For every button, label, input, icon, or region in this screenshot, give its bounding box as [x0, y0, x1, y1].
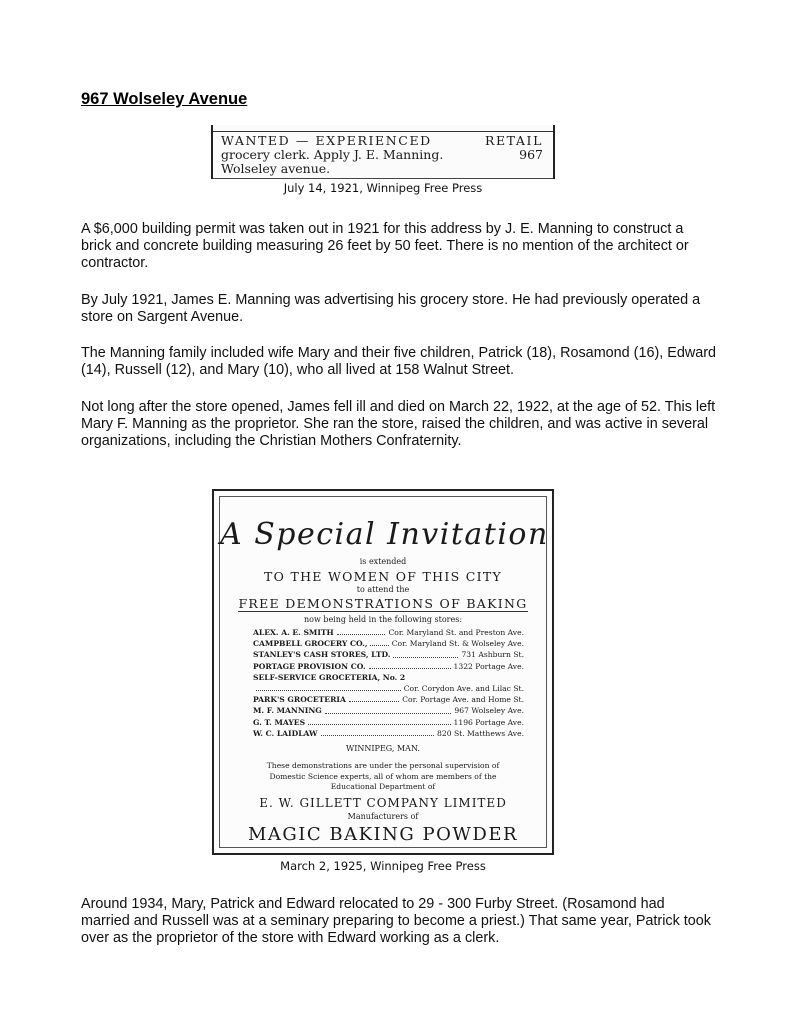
- store-address: Cor. Maryland St. & Wolseley Ave.: [391, 639, 524, 649]
- paragraph-family: The Manning family included wife Mary and their five children, Patrick (18), Rosamond (16), Edward (14), Russell (12), and Mary (10), who all lived at 158 Walnut Street.: [81, 345, 717, 379]
- store-name: STANLEY'S CASH STORES, LTD.: [253, 650, 391, 660]
- invitation-women: TO THE WOMEN OF THIS CITY: [263, 569, 503, 584]
- store-address: 1322 Portage Ave.: [453, 661, 524, 671]
- store-address: 1196 Portage Ave.: [453, 717, 524, 727]
- store-address: 731 Ashburn St.: [461, 650, 524, 660]
- invitation-company: E. W. GILLETT COMPANY LIMITED: [259, 796, 507, 810]
- dot-leader: [369, 661, 451, 669]
- store-row: [253, 683, 524, 694]
- store-address: Cor. Maryland St. and Preston Ave.: [388, 628, 524, 637]
- clipping-line-1-right: RETAIL: [484, 133, 543, 148]
- invitation-attend: to attend the: [356, 585, 410, 594]
- clipping-line-2-left: grocery clerk. Apply J. E. Manning.: [221, 147, 444, 162]
- invitation-inner-border: [219, 496, 547, 848]
- store-row: [253, 661, 524, 672]
- newspaper-clipping-wanted-ad: [211, 125, 555, 179]
- clipping-line-1-left: WANTED — EXPERIENCED: [221, 133, 432, 148]
- store-name: PARK'S GROCETERIA: [253, 695, 346, 705]
- paragraph-proprietor: Not long after the store opened, James fell ill and died on March 22, 1922, at the age of 52. This left Mary F. Manning as the proprietor. She ran the store, raised the children, and was active in several organizations, including the Christian Mothers Confraternity.: [81, 399, 716, 450]
- invitation-now-held: now being held in the following stores:: [303, 615, 463, 624]
- dot-leader: [370, 638, 388, 646]
- store-row: [253, 638, 524, 649]
- store-address: Cor. Corydon Ave. and Lilac St.: [403, 683, 524, 693]
- dot-leader: [337, 627, 386, 635]
- clipping-line-2: [221, 148, 543, 162]
- store-row: [253, 694, 524, 705]
- store-name: CAMPBELL GROCERY CO.,: [253, 639, 368, 649]
- newspaper-clipping-invitation: [212, 489, 554, 855]
- store-row: [253, 705, 524, 716]
- paragraph-relocation: Around 1934, Mary, Patrick and Edward relocated to 29 - 300 Furby Street. (Rosamond had married and Russell was at a seminary preparing to become a priest.) That same year, Patrick took over as the proprietor of the store with Edward working as a clerk.: [81, 896, 712, 947]
- store-list: [253, 627, 524, 739]
- paragraph-grocery-store: By July 1921, James E. Manning was advertising his grocery store. He had previously operated a store on Sargent Avenue.: [81, 292, 701, 326]
- invitation-extended: is extended: [359, 557, 407, 566]
- store-row: [253, 649, 524, 660]
- store-row: [253, 627, 524, 638]
- dot-leader: [325, 705, 452, 713]
- invitation-product: MAGIC BAKING POWDER: [247, 824, 519, 845]
- invitation-title: A Special Invitation: [220, 517, 549, 552]
- invitation-city: WINNIPEG, MAN.: [346, 744, 420, 753]
- store-address: 820 St. Matthews Ave.: [437, 728, 524, 738]
- store-name: ALEX. A. E. SMITH: [253, 628, 334, 637]
- store-row: [253, 717, 524, 728]
- clipping-line-1: [221, 134, 543, 148]
- clipping-top-rule: [213, 131, 553, 132]
- dot-leader: [256, 683, 401, 691]
- clipping-caption-1921: July 14, 1921, Winnipeg Free Press: [283, 181, 483, 195]
- store-name: G. T. MAYES: [253, 717, 306, 727]
- store-name: M. F. MANNING: [253, 706, 322, 716]
- dot-leader: [349, 694, 399, 702]
- invitation-notice: These demonstrations are under the personal supervision of Domestic Science experts, all of whom are members of the Educational Department of: [266, 761, 500, 791]
- store-row: [253, 728, 524, 739]
- clipping-caption-1925: March 2, 1925, Winnipeg Free Press: [280, 859, 486, 873]
- page-title: 967 Wolseley Avenue: [81, 90, 248, 108]
- invitation-manufacturers: Manufacturers of: [347, 812, 419, 821]
- store-row: [253, 672, 524, 683]
- dot-leader: [321, 728, 434, 736]
- store-name: SELF-SERVICE GROCETERIA, No. 2: [253, 672, 406, 682]
- clipping-bottom-rule: [213, 178, 553, 179]
- dot-leader: [393, 649, 458, 657]
- clipping-line-3: Wolseley avenue.: [221, 161, 331, 176]
- store-name: W. C. LAIDLAW: [253, 728, 318, 738]
- paragraph-building-permit: A $6,000 building permit was taken out in 1921 for this address by J. E. Manning to construct a brick and concrete building measuring 26 feet by 50 feet. There is no mention of the architect or contractor.: [81, 221, 689, 272]
- store-address: 967 Wolseley Ave.: [454, 706, 524, 716]
- invitation-free-demonstrations: [220, 596, 546, 611]
- store-address: Cor. Portage Ave. and Home St.: [402, 695, 524, 705]
- clipping-line-2-right: 967: [519, 147, 543, 162]
- store-name: PORTAGE PROVISION CO.: [253, 661, 366, 671]
- free-demonstrations-text: FREE DEMONSTRATIONS OF BAKING: [238, 596, 528, 611]
- dot-leader: [308, 717, 450, 725]
